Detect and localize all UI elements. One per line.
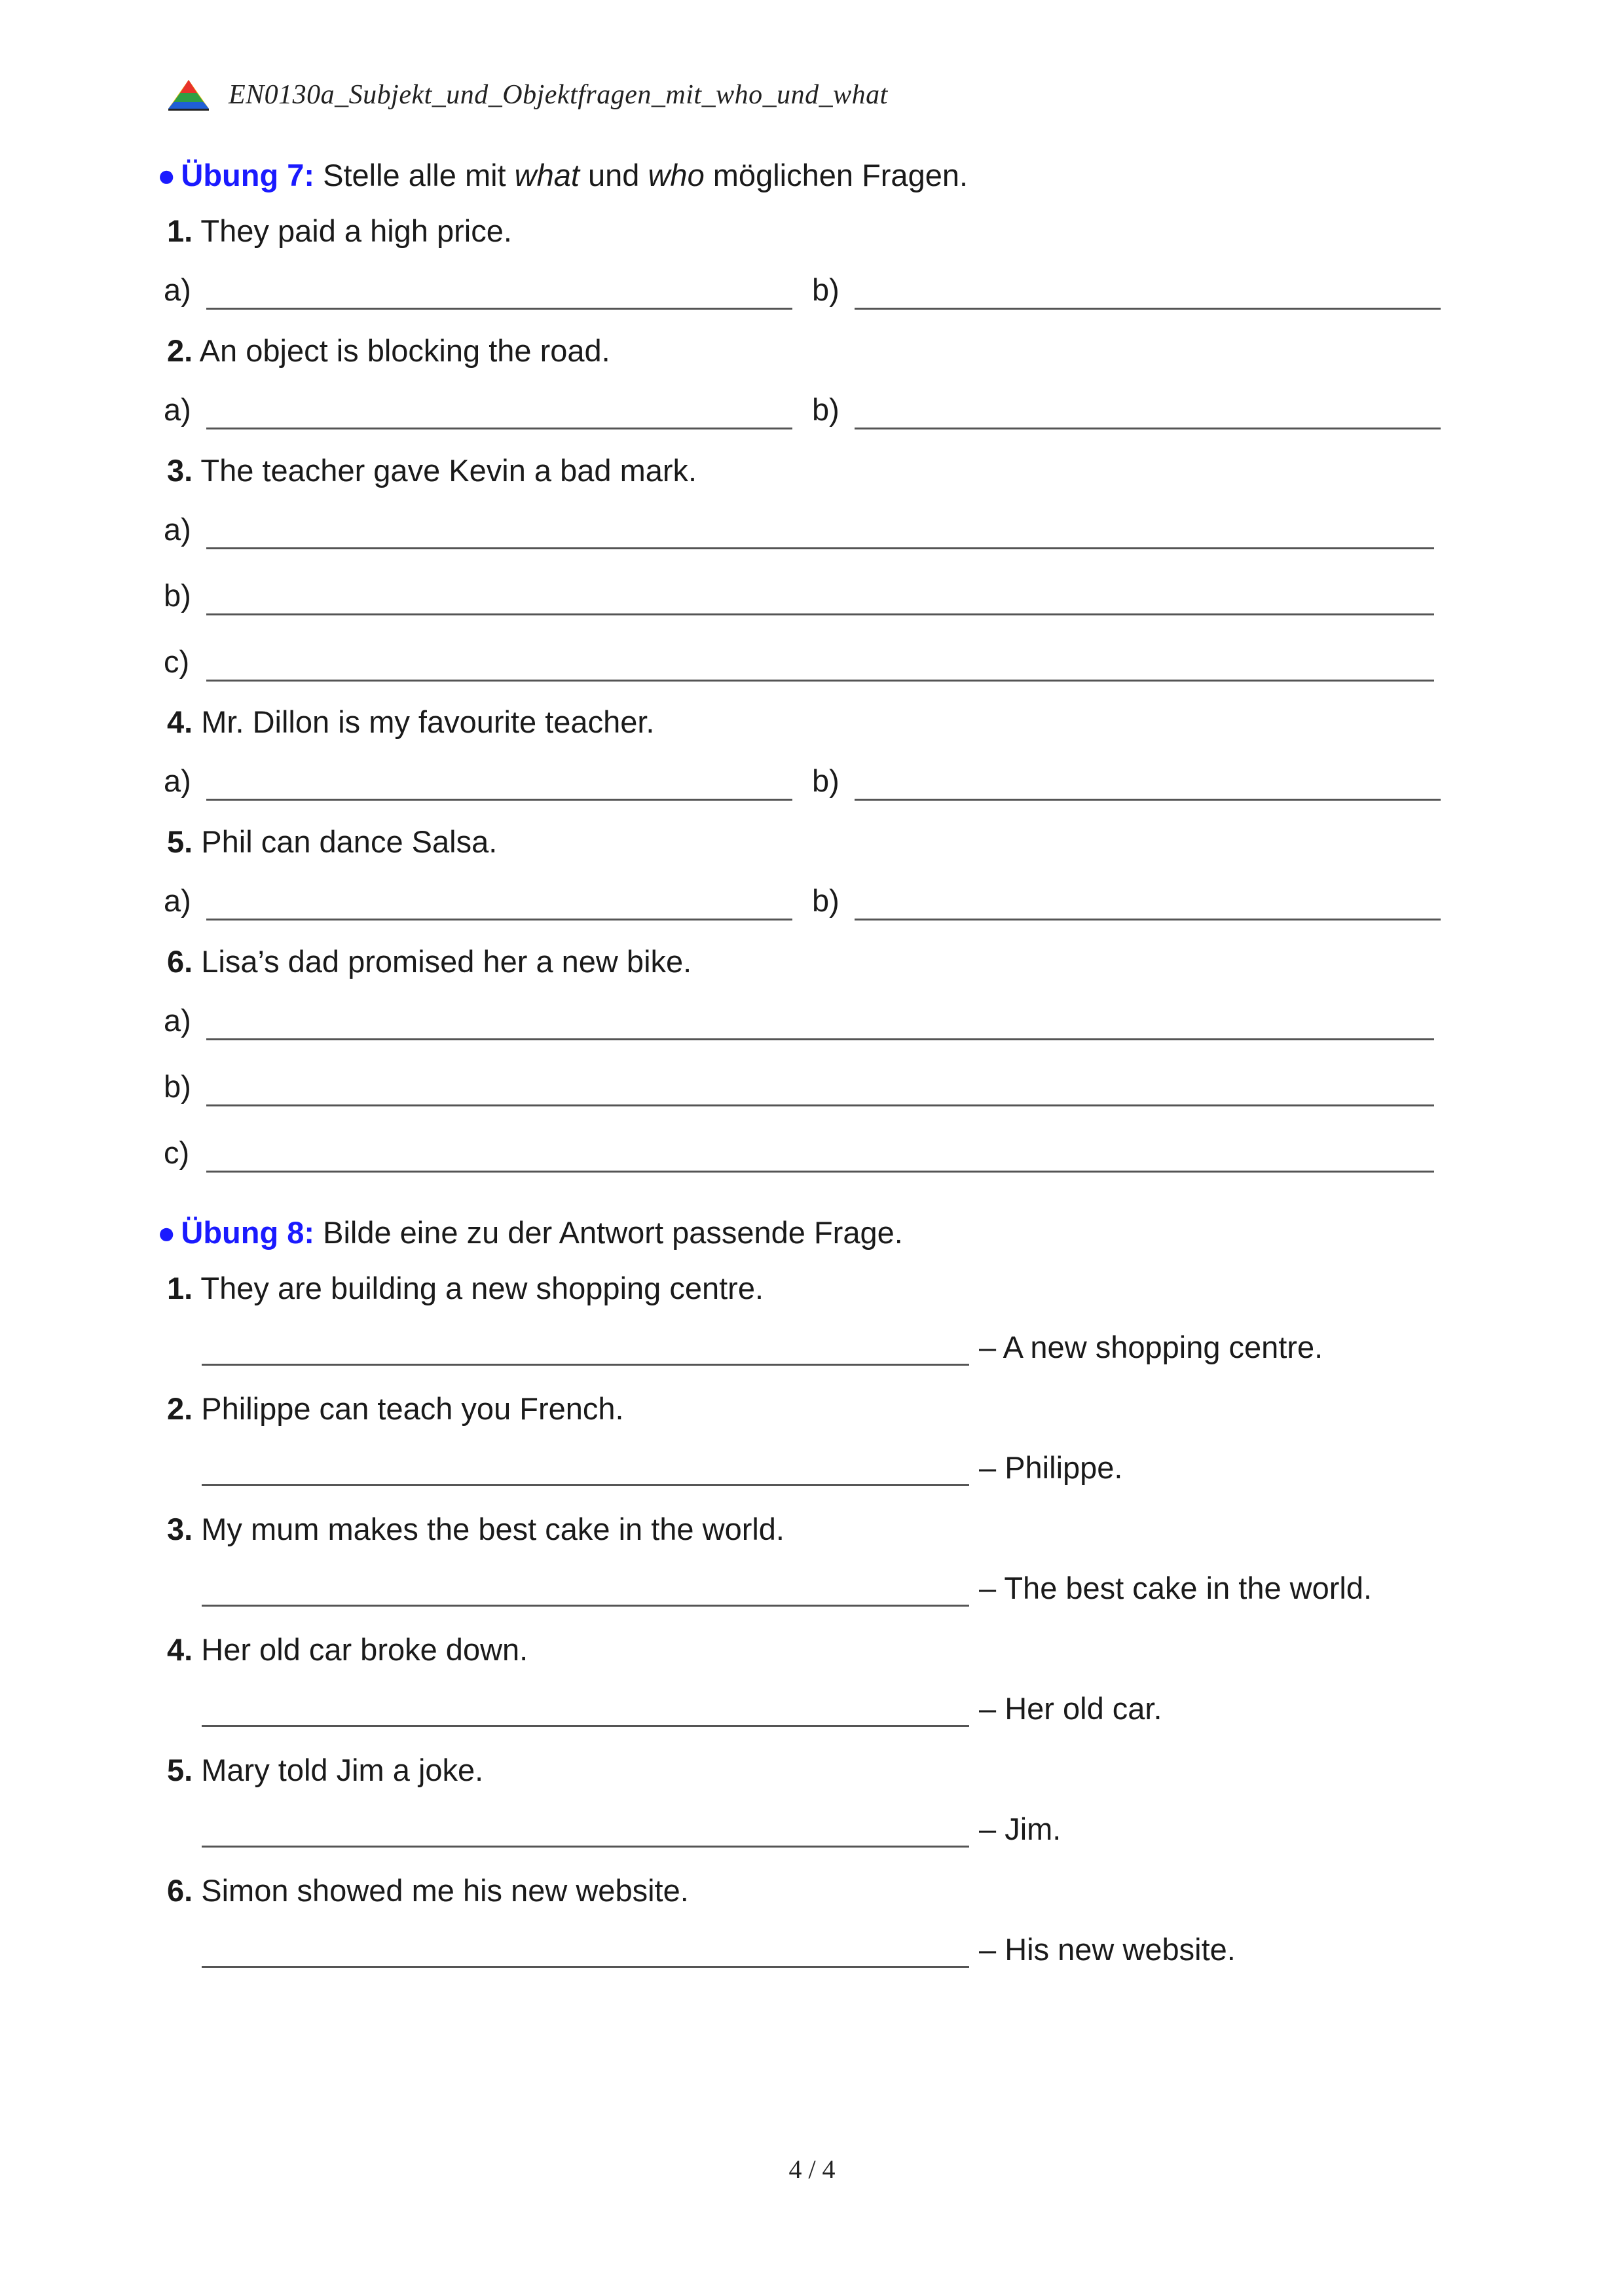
ex7-task-6-answer-c[interactable] — [206, 1171, 1434, 1173]
word-who: who — [648, 158, 705, 192]
ex8-task-6-answer: – His new website. — [979, 1932, 1236, 1967]
label-a: a) — [164, 512, 191, 547]
ex7-task-3-answer-b[interactable] — [206, 613, 1434, 615]
page-header — [167, 72, 888, 118]
exercise-7-instruction-mid: und — [579, 158, 648, 192]
label-a: a) — [164, 392, 191, 427]
ex7-task-6-answer-a[interactable] — [206, 1038, 1434, 1040]
ex7-task-3: 3. The teacher gave Kevin a bad mark. — [167, 453, 697, 488]
page-number: 4 / 4 — [788, 2155, 836, 2184]
label-b: b) — [812, 392, 840, 427]
ex7-task-5-answer-b[interactable] — [855, 919, 1441, 920]
ex7-task-2-answer-a[interactable] — [206, 428, 792, 429]
exercise-8-instruction: Bilde eine zu der Antwort passende Frage. — [323, 1215, 903, 1250]
ex7-task-6: 6. Lisa’s dad promised her a new bike. — [167, 944, 692, 979]
exercise-8-heading — [157, 1214, 903, 1250]
label-a: a) — [164, 272, 191, 307]
ex7-task-5-answer-a[interactable] — [206, 919, 792, 920]
ex8-task-4-answer: – Her old car. — [979, 1691, 1162, 1726]
label-a: a) — [164, 883, 191, 918]
label-a: a) — [164, 763, 191, 798]
label-a: a) — [164, 1003, 191, 1038]
ex8-task-6: 6. Simon showed me his new website. — [167, 1873, 689, 1908]
bullet-icon: ● — [157, 158, 176, 192]
ex8-task-4: 4. Her old car broke down. — [167, 1632, 528, 1667]
exercise-7-label: Übung 7: — [181, 158, 315, 192]
ex8-task-2-answer: – Philippe. — [979, 1450, 1123, 1485]
ex7-task-6-answer-b[interactable] — [206, 1104, 1434, 1106]
exercise-7-heading — [157, 157, 968, 193]
ex7-task-4-answer-b[interactable] — [855, 799, 1441, 801]
ex8-task-5-answer: – Jim. — [979, 1812, 1061, 1846]
word-what: what — [514, 158, 580, 192]
ex8-task-6-question-field[interactable] — [202, 1966, 969, 1968]
ex7-task-5: 5. Phil can dance Salsa. — [167, 824, 498, 859]
ex8-task-2: 2. Philippe can teach you French. — [167, 1391, 624, 1426]
ex8-task-3: 3. My mum makes the best cake in the world. — [167, 1512, 784, 1546]
ex7-task-1: 1. They paid a high price. — [167, 213, 512, 248]
label-b: b) — [164, 1069, 191, 1104]
label-c: c) — [164, 644, 190, 679]
ex7-task-3-answer-c[interactable] — [206, 680, 1434, 682]
label-b: b) — [812, 883, 840, 918]
label-c: c) — [164, 1135, 190, 1170]
ex7-task-4: 4. Mr. Dillon is my favourite teacher. — [167, 704, 655, 739]
exercise-8-label: Übung 8: — [181, 1215, 315, 1250]
document-title: EN0130a_Subjekt_und_Objektfragen_mit_who_und_what — [229, 80, 888, 110]
ex7-task-4-answer-a[interactable] — [206, 799, 792, 801]
bullet-icon: ● — [157, 1215, 176, 1250]
ex8-task-5-question-field[interactable] — [202, 1846, 969, 1848]
ex8-task-2-question-field[interactable] — [202, 1484, 969, 1486]
ex7-task-1-answer-a[interactable] — [206, 308, 792, 310]
ex8-task-1-question-field[interactable] — [202, 1364, 969, 1366]
ex7-task-3-answer-a[interactable] — [206, 547, 1434, 549]
ex8-task-3-question-field[interactable] — [202, 1605, 969, 1607]
ex7-task-2-answer-b[interactable] — [855, 428, 1441, 429]
pyramid-logo-icon — [167, 79, 210, 111]
ex8-task-3-answer: – The best cake in the world. — [979, 1571, 1373, 1605]
ex7-task-1-answer-b[interactable] — [855, 308, 1441, 310]
label-b: b) — [812, 272, 840, 307]
ex8-task-5: 5. Mary told Jim a joke. — [167, 1753, 484, 1787]
label-b: b) — [164, 578, 191, 613]
label-b: b) — [812, 763, 840, 798]
ex8-task-1: 1. They are building a new shopping centre. — [167, 1271, 764, 1305]
ex8-task-1-answer: – A new shopping centre. — [979, 1330, 1323, 1364]
exercise-7-instruction-pre: Stelle alle mit — [323, 158, 515, 192]
ex8-task-4-question-field[interactable] — [202, 1725, 969, 1727]
exercise-7-instruction-post: möglichen Fragen. — [704, 158, 969, 192]
ex7-task-2: 2. An object is blocking the road. — [167, 333, 610, 368]
